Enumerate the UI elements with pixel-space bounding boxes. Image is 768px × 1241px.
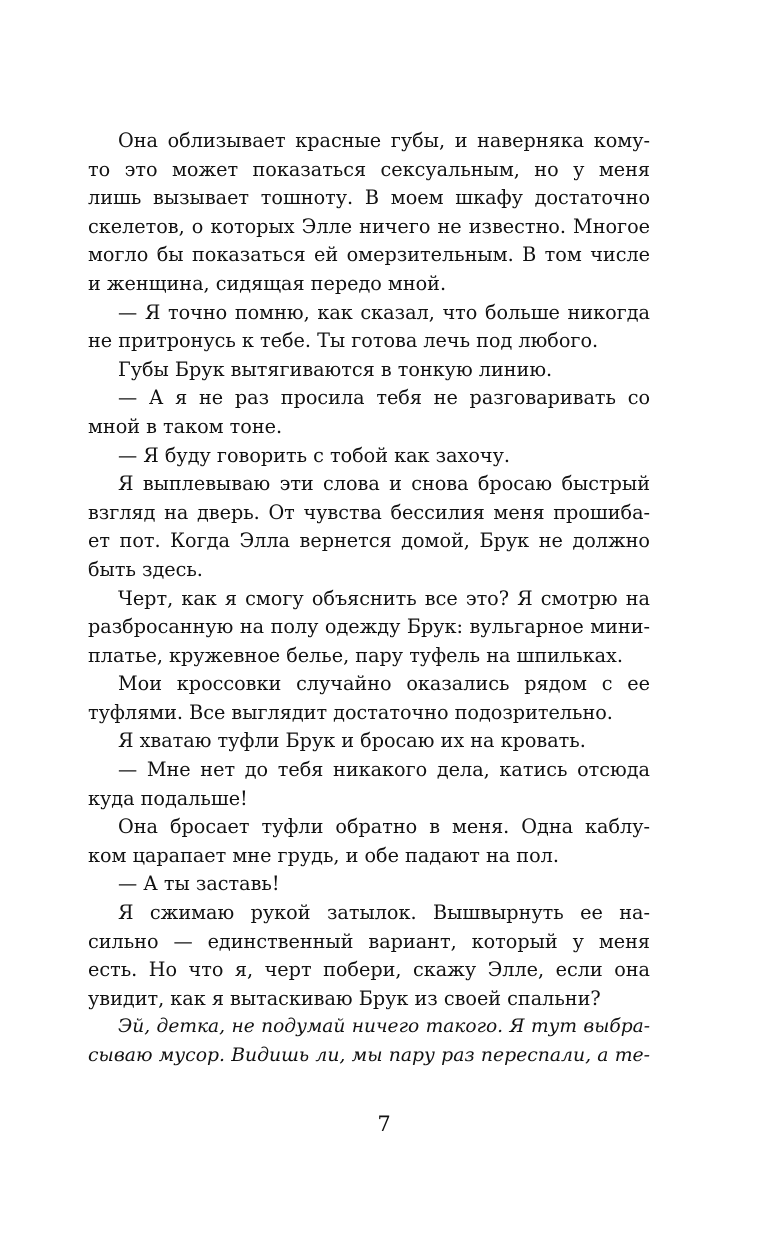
page-number: 7 xyxy=(377,1112,391,1136)
text-line: Я сжимаю рукой затылок. Вышвырнуть ее на- xyxy=(118,901,650,925)
text-line: туфлями. Все выглядит достаточно подозрительно. xyxy=(88,700,613,724)
text-line: Она облизывает красные губы, и наверняка кому- xyxy=(118,129,650,152)
text-line-italic: сываю мусор. Видишь ли, мы пару раз переспали, а те- xyxy=(88,1045,650,1066)
text-line: лишь вызывает тошноту. В моем шкафу достаточно xyxy=(88,186,650,210)
text-line: быть здесь. xyxy=(88,557,203,581)
text-line: увидит, как я вытаскиваю Брук из своей спальни? xyxy=(88,986,601,1010)
text-line: Губы Брук вытягиваются в тонкую линию. xyxy=(118,357,553,381)
text-line: разбросанную на полу одежду Брук: вульгарное мини- xyxy=(88,615,650,639)
text-line: платье, кружевное белье, пару туфель на шпильках. xyxy=(88,643,623,667)
text-line: мной в таком тоне. xyxy=(88,414,283,438)
book-page-text xyxy=(88,127,650,1071)
text-line: куда подальше! xyxy=(88,786,248,810)
text-line: ком царапает мне грудь, и обе падают на пол. xyxy=(88,843,559,867)
text-line: есть. Но что я, черт побери, скажу Элле, если она xyxy=(88,958,650,982)
text-line: — Я точно помню, как сказал, что больше никогда xyxy=(118,300,650,324)
text-line: могло бы показаться ей омерзительным. В том числе xyxy=(88,243,650,267)
text-line: то это может показаться сексуальным, но у меня xyxy=(88,157,650,181)
text-line: взгляд на дверь. От чувства бессилия меня прошиба- xyxy=(88,500,650,524)
text-line: Я хватаю туфли Брук и бросаю их на кровать. xyxy=(118,729,586,753)
text-line: и женщина, сидящая передо мной. xyxy=(88,271,447,295)
text-line: — А ты заставь! xyxy=(118,872,280,896)
text-line: ет пот. Когда Элла вернется домой, Брук не должно xyxy=(88,529,650,553)
text-line: — А я не раз просила тебя не разговаривать со xyxy=(118,386,650,410)
text-line: — Я буду говорить с тобой как захочу. xyxy=(118,443,510,467)
text-line: — Мне нет до тебя никакого дела, катись отсюда xyxy=(118,758,650,782)
text-line-italic: Эй, детка, не подумай ничего такого. Я тут выбра- xyxy=(118,1016,650,1038)
text-line: Мои кроссовки случайно оказались рядом с ее xyxy=(118,672,650,696)
text-line: Черт, как я смогу объяснить все это? Я смотрю на xyxy=(118,586,650,610)
text-line: скелетов, о которых Элле ничего не известно. Многое xyxy=(88,214,650,238)
text-line: сильно — единственный вариант, который у меня xyxy=(88,929,650,953)
text-line: не притронусь к тебе. Ты готова лечь под любого. xyxy=(88,329,599,353)
text-line: Я выплевываю эти слова и снова бросаю быстрый xyxy=(118,472,650,496)
text-line: Она бросает туфли обратно в меня. Одна каблу- xyxy=(118,815,650,839)
